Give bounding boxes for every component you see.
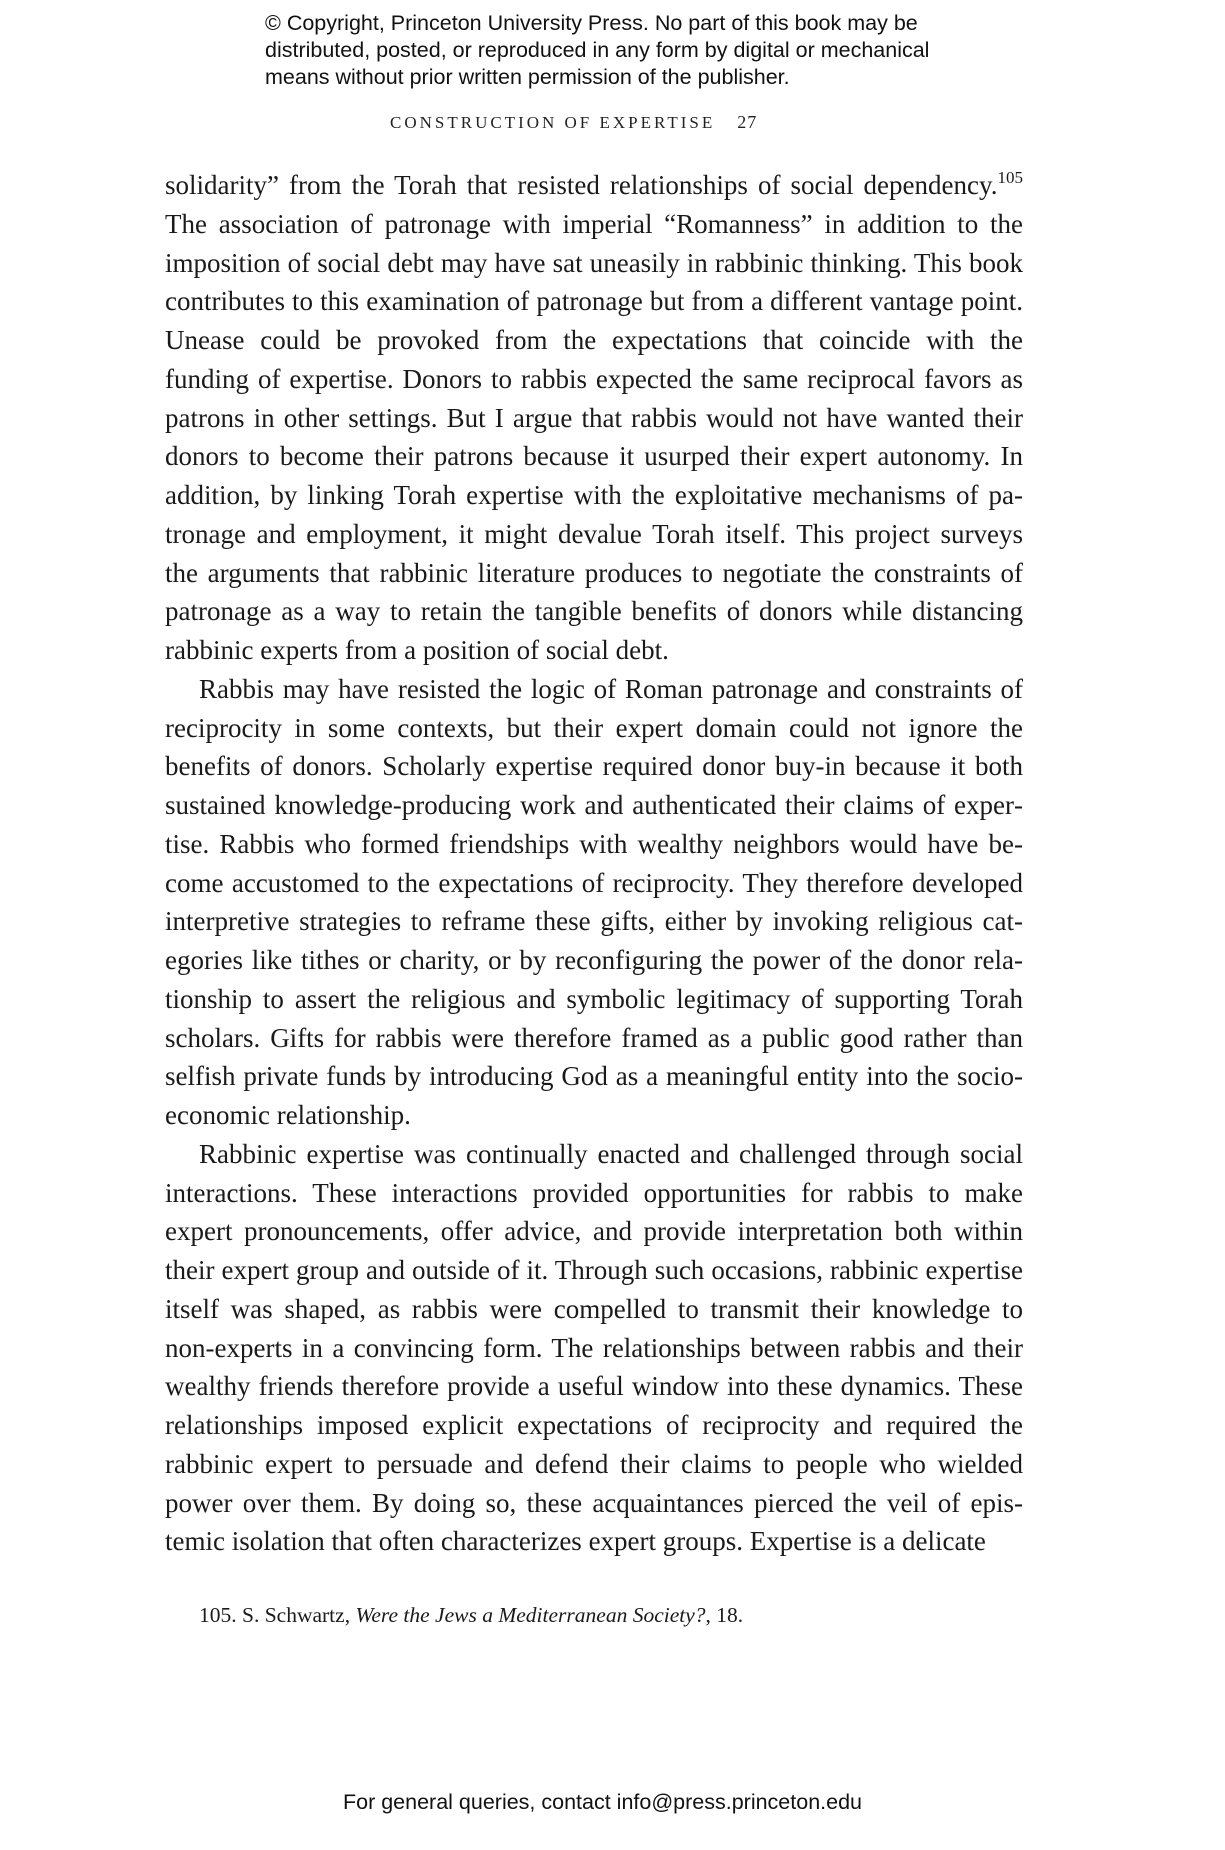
copyright-line: © Copyright, Princeton University Press. No part of this book may be [265, 11, 918, 35]
footnote-reference: 105 [997, 168, 1023, 187]
copyright-line: distributed, posted, or reproduced in any form by digital or mechanical [265, 38, 930, 62]
footnote-cited-title: Were the Jews a Mediterranean Society? [355, 1603, 706, 1627]
footnote [199, 1600, 743, 1630]
running-head-title: CONSTRUCTION OF EXPERTISE [390, 113, 716, 132]
copyright-line: means without prior written permission of the publisher. [265, 65, 790, 89]
paragraph-text: solidarity” from the Torah that resisted relationships of social dependency. [165, 170, 998, 200]
footnote-label: 105. S. Schwartz, [199, 1603, 356, 1627]
page-number: 27 [737, 112, 758, 132]
running-head [390, 112, 757, 133]
paragraph [165, 166, 1023, 670]
paragraph: Rabbinic expertise was continually enacted and challenged through social interactions. These interactions provided opportunities for rabbis to make expert pronouncements, offer advice, and provide interpretation both within their expert group and outside of it. Through such occasions, rabbinic expertise itself was shaped, as rabbis were compelled to transmit their knowledge to non-experts in a convincing form. The relationships between rabbis and their wealthy friends therefore provide a useful window into these dynamics. These relationships imposed explicit expectations of reciprocity and required the rabbinic expert to persuade and defend their claims to people who wielded power over them. By doing so, these acquaintances pierced the veil of epistemic isolation that often characterizes expert groups. Expertise is a delicate [165, 1138, 1023, 1557]
footnote-tail: , 18. [705, 1603, 744, 1627]
copyright-notice [265, 10, 1025, 91]
contact-line: For general queries, contact info@press.princeton.edu [343, 1790, 863, 1814]
paragraph-text: The association of patronage with imperial “Romanness” in addition to the imposition of social debt may have sat uneasily in rabbinic thinking. This book contributes to this examination of patronage but from a different vantage point. Unease could be provoked from the expectations that coincide with the funding of expertise. Donors to rabbis expected the same reciprocal favors as patrons in other settings. But I argue that rabbis would not have wanted their donors to become their patrons because it usurped their expert autonomy. In addition, by linking Torah expertise with the exploitative mechanisms of patronage and employment, it might devalue Torah itself. This project surveys the arguments that rabbinic literature produces to negotiate the constraints of patronage as a way to retain the tangible benefits of donors while distancing rabbinic experts from a position of social debt. [165, 208, 1023, 665]
paragraph: Rabbis may have resisted the logic of Roman patronage and constraints of reciprocity in some contexts, but their expert domain could not ignore the benefits of donors. Scholarly expertise required donor buy-in because it both sustained knowledge-producing work and authenticated their claims of expertise. Rabbis who formed friendships with wealthy neighbors would have become accustomed to the expectations of reciprocity. They therefore developed interpretive strategies to reframe these gifts, either by invoking religious categories like tithes or charity, or by reconfiguring the power of the donor relationship to assert the religious and symbolic legitimacy of supporting Torah scholars. Gifts for rabbis were therefore framed as a public good rather than selfish private funds by introducing God as a meaningful entity into the socioeconomic relationship. [165, 673, 1023, 1130]
body-text [165, 166, 1023, 1561]
